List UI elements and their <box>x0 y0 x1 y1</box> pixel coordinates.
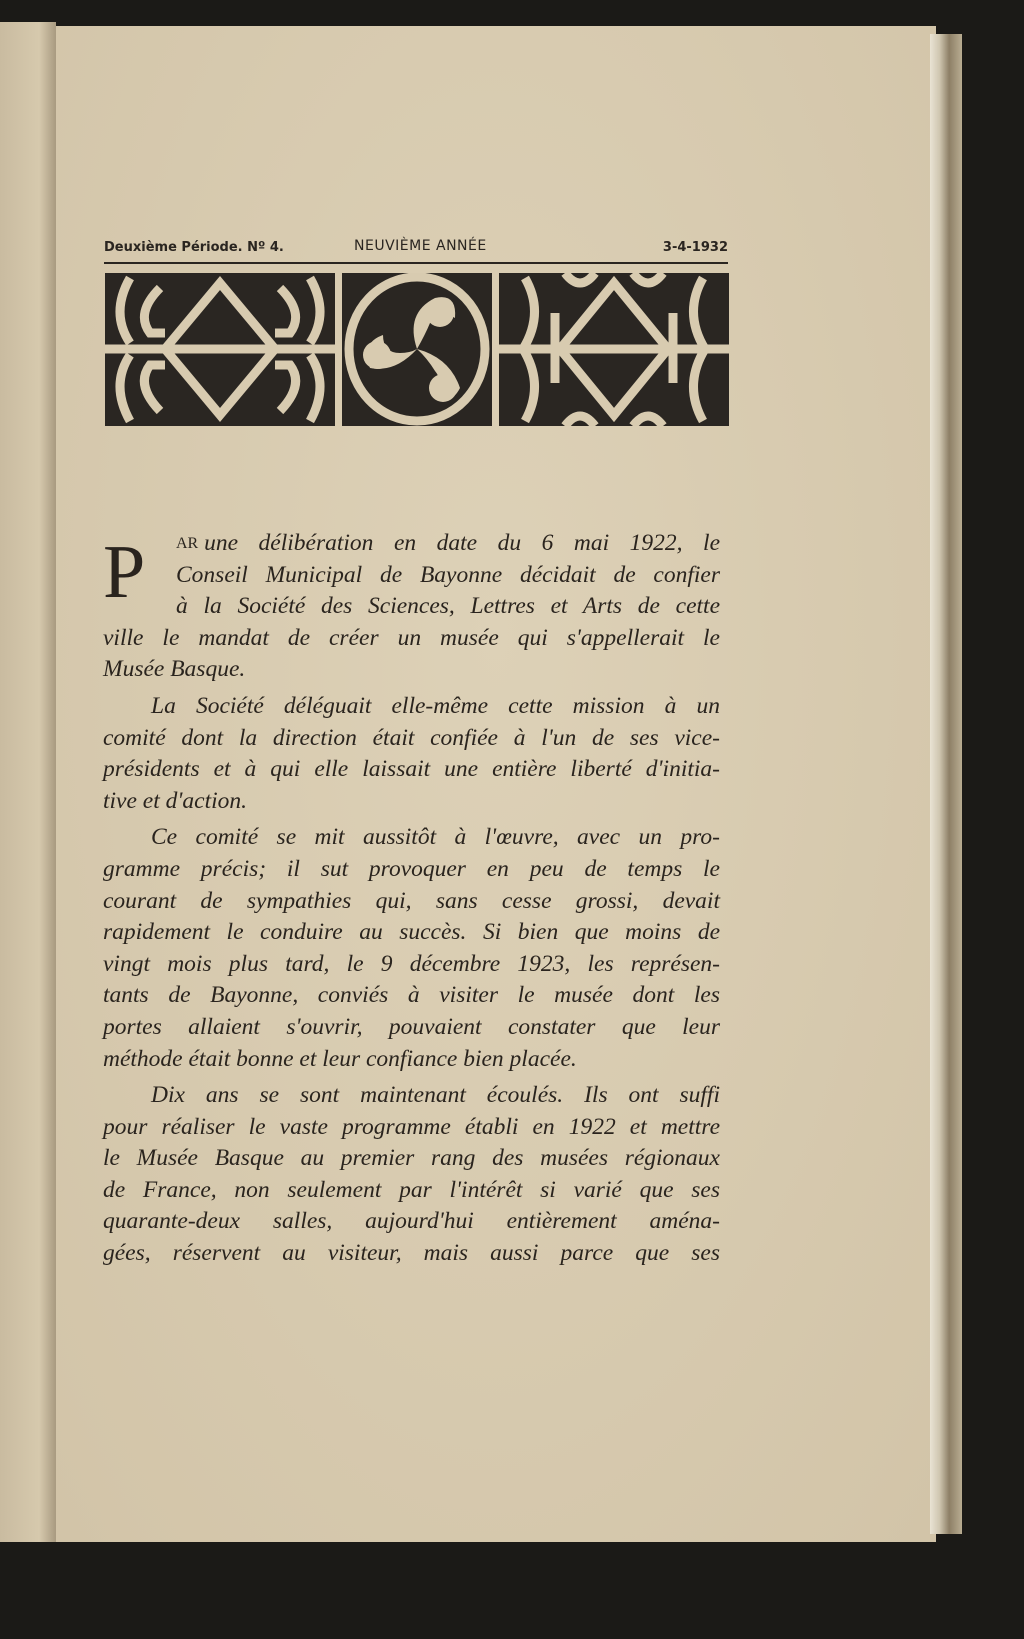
issue-date: 3-4-1932 <box>662 240 728 255</box>
issue-period: Deuxième Période. Nº 4. <box>104 240 284 255</box>
text-line: AR une délibération en date du 6 mai 1922, le <box>103 528 720 560</box>
text-line: Conseil Municipal de Bayonne décidait de confier <box>176 561 720 588</box>
drop-cap: P <box>103 530 146 614</box>
text-line: ville le mandat de créer un musée qui s'appellerait le <box>103 624 720 651</box>
text-line: Ce comité se mit aussitôt à l'œuvre, avec un pro- <box>151 824 720 851</box>
facing-page <box>0 22 56 1542</box>
text-line: Dix ans se sont maintenant écoulés. Ils ont suffi <box>151 1082 720 1109</box>
paragraph <box>103 822 720 1075</box>
dropcap-rest: AR <box>176 535 199 552</box>
article-body <box>103 528 720 1270</box>
text-line: à la Société des Sciences, Lettres et Arts de cette <box>176 593 720 620</box>
running-header <box>104 238 728 258</box>
text-line: tive et d'action. <box>103 787 248 814</box>
text-line: quarante-deux salles, aujourd'hui entièrement aména- <box>103 1208 720 1235</box>
text-line: portes allaient s'ouvrir, pouvaient constater que leur <box>103 1013 720 1040</box>
paragraph <box>103 691 720 817</box>
text-line: de France, non seulement par l'intérêt si varié que ses <box>103 1176 720 1203</box>
basque-ornament-banner <box>105 273 729 426</box>
text-line: le Musée Basque au premier rang des musées régionaux <box>103 1145 720 1172</box>
text-line: présidents et à qui elle laissait une entière liberté d'initia- <box>103 756 720 783</box>
page-edges <box>930 34 962 1534</box>
header-rule <box>104 262 728 264</box>
text-line: méthode était bonne et leur confiance bien placée. <box>103 1045 577 1072</box>
text-line: gées, réservent au visiteur, mais aussi parce que ses <box>103 1240 720 1267</box>
text-line: courant de sympathies qui, sans cesse grossi, devait <box>103 887 720 914</box>
paragraph <box>103 528 720 686</box>
text-line: pour réaliser le vaste programme établi en 1922 et mettre <box>103 1113 720 1140</box>
text-line: vingt mois plus tard, le 9 décembre 1923, les représen- <box>103 950 720 977</box>
text-line: gramme précis; il sut provoquer en peu de temps le <box>103 855 720 882</box>
issue-year: NEUVIÈME ANNÉE <box>354 238 487 254</box>
text-line: Musée Basque. <box>103 656 246 683</box>
text-line: comité dont la direction était confiée à l'un de ses vice- <box>103 724 720 751</box>
text-line: rapidement le conduire au succès. Si bien que moins de <box>103 919 720 946</box>
text-line: La Société déléguait elle-même cette mission à un <box>151 692 720 719</box>
paragraph <box>103 1080 720 1270</box>
text-line: tants de Bayonne, conviés à visiter le musée dont les <box>103 982 720 1009</box>
